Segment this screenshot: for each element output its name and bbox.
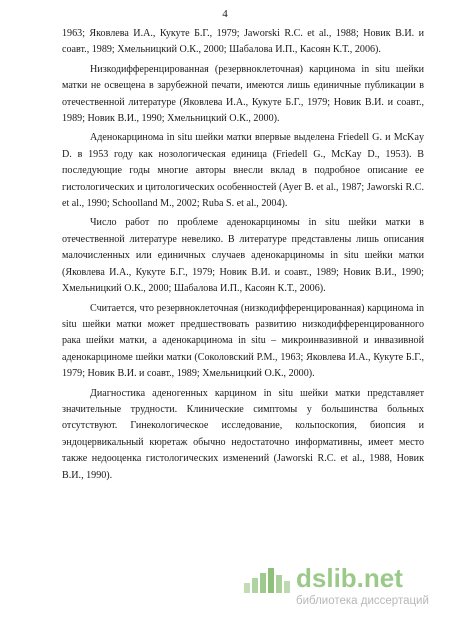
watermark-title: dslib.net <box>296 563 403 593</box>
paragraph-continuation: 1963; Яковлева И.А., Кукуте Б.Г., 1979; Jaworski R.C. et al., 1988; Новик В.И. и соавт., 1989; Хмельницкий О.К., 2000; Шабалова И.П., Касоян К.Т., 2006). <box>62 28 424 56</box>
dslib-watermark <box>242 563 442 609</box>
paragraph-diagnostics: Диагностика аденогенных карцином in situ шейки матки представляет значительные трудности. Клинические симптомы у большинства больных отсутствуют. Гинекологическое исследование, кольпоскопия, биопсия и эндоцервикальный кюретаж обычно недостаточно информативны, имеет место также недооценка гистологических изменений (Jaworski R.C. et al., 1988, Новик В.И., 1990). <box>62 387 424 481</box>
page-number: 4 <box>222 8 228 20</box>
paragraph-reserve-cell-carcinoma: Низкодифференцированная (резервноклеточная) карцинома in situ шейки матки не освещена в зарубежной печати, имеются лишь единичные публикации в отечественной литературе (Яковлева И.А., Кукуте Б.Г., 1979; Новик В.И. и соавт., 1989; Новик В.И., 1990; Хмельницкий О.К., 2000). <box>62 63 424 125</box>
paragraph-precursor-role: Считается, что резервноклеточная (низкодифференцированная) карцинома in situ шейки матки может предшествовать развитию низкодифференцированного рака шейки матки, а аденокарцинома in situ – микроинвазивной и инвазивной аденокарциноме шейки матки (Соколовский Р.М., 1963; Яковлева И.А., Кукуте Б.Г., 1979; Новик В.И. и соавт., 1989; Хмельницкий О.К., 2000). <box>62 302 424 380</box>
paragraph-adenocarcinoma-history: Аденокарцинома in situ шейки матки впервые выделена Friedell G. и McKay D. в 1953 году как нозологическая единица (Friedell G., McKay D., 1953). В последующие годы многие авторы внесли вклад в подробное описание ее гистологических и цитологических особенностей (Ayer B. et al., 1987; Jaworski R.C. et al., 1990; Schoolland M., 2002; Ruba S. et al., 2004). <box>62 132 424 210</box>
watermark-subtitle: библиотека диссертаций <box>296 595 429 607</box>
paragraph-domestic-literature: Число работ по проблеме аденокарциномы in situ шейки матки в отечественной литературе невелико. В литературе представлены лишь описания малочисленных или единичных случаев аденокарциномы in situ шейки матки (Яковлева И.А., Кукуте Б.Г., 1979; Новик В.И. и соавт., 1989; Новик В.И., 1990; Хмельницкий О.К., 2000; Шабалова И.П., Касоян К.Т., 2006). <box>62 217 424 295</box>
document-body <box>62 26 424 487</box>
dslib-logo-icon <box>242 565 294 595</box>
